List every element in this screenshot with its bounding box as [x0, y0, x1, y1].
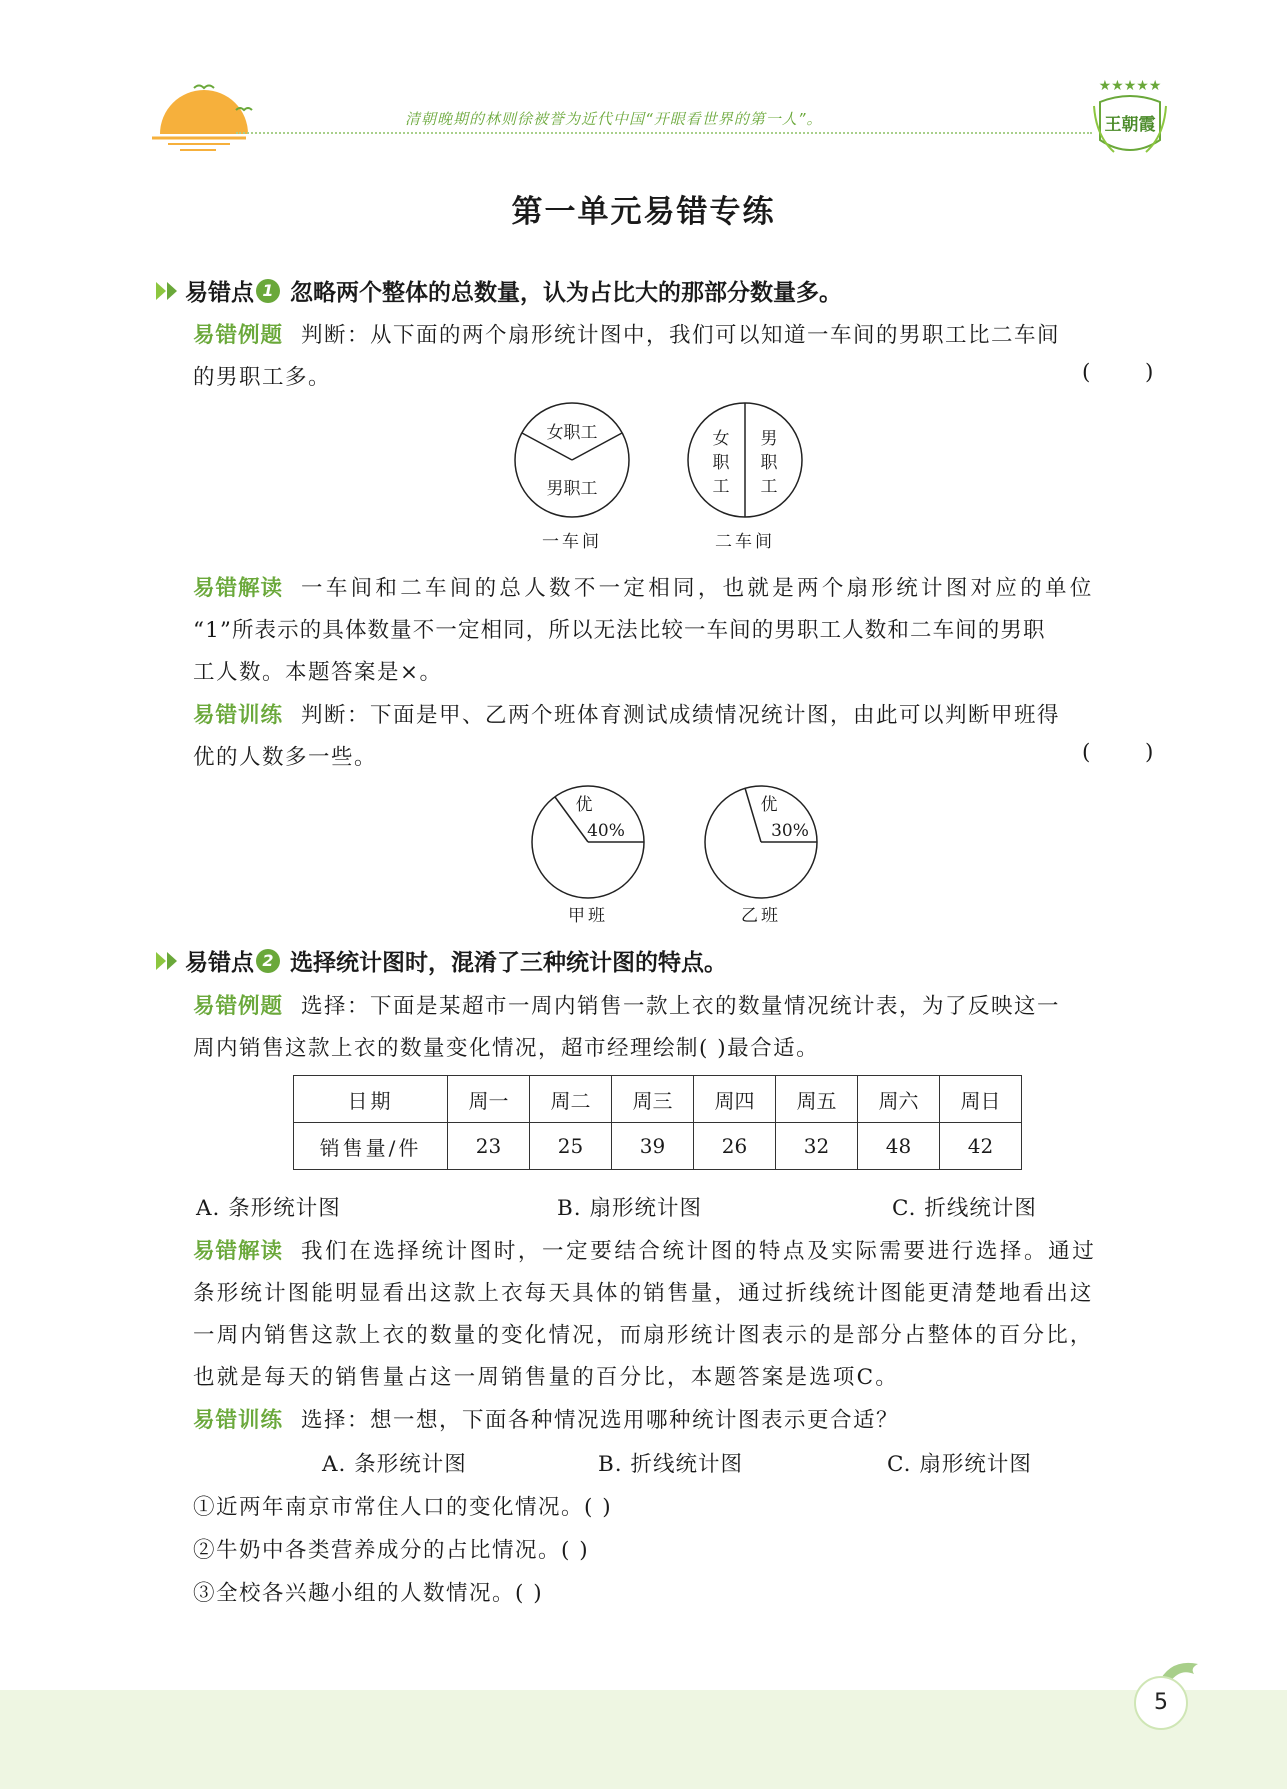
option-a: A. 条形统计图: [322, 1452, 467, 1477]
training-line: 优的人数多一些。: [193, 745, 378, 770]
pie-slice-label: 工: [712, 477, 730, 497]
pie-class-jia: [532, 786, 644, 926]
pie-slice-label: 男职工: [546, 479, 598, 499]
question-item: ③全校各兴趣小组的人数情况。( ): [193, 1581, 544, 1606]
pie-caption: 二车间: [715, 532, 775, 552]
table-row: [294, 1123, 1022, 1170]
pie-slice-label: 优: [760, 795, 778, 815]
training-tag: 易错训练: [193, 703, 284, 728]
pie-workshop-2: [688, 403, 802, 552]
table-cell: 42: [940, 1123, 1022, 1170]
analysis-line: 一周内销售这款上衣的数量的变化情况，而扇形统计图表示的是部分占整体的百分比，: [193, 1323, 1094, 1348]
table-header-cell: 周四: [694, 1076, 776, 1123]
footer-band: [0, 1690, 1287, 1789]
page-number: 5: [1134, 1676, 1188, 1730]
point-label: 易错点: [185, 950, 254, 976]
pie-slice-percent: 40%: [587, 821, 625, 841]
sales-table: [293, 1075, 1022, 1170]
training-line: 易错训练 选择：想一想，下面各种情况选用哪种统计图表示更合适？: [193, 1408, 900, 1433]
example-line: 周内销售这款上衣的数量变化情况，超市经理绘制( )最合适。: [193, 1036, 820, 1061]
example-tag: 易错例题: [193, 994, 284, 1019]
analysis-line: 条形统计图能明显看出这款上衣每天具体的销售量，通过折线统计图能更清楚地看出这: [193, 1281, 1094, 1306]
analysis-line: 工人数。本题答案是×。: [193, 660, 443, 685]
point-label: 易错点: [185, 280, 254, 306]
pie-caption: 一车间: [542, 532, 602, 552]
sunset-icon: [150, 78, 260, 156]
pie-slice-label: 女职工: [546, 423, 598, 443]
table-cell: 39: [612, 1123, 694, 1170]
point-text: 选择统计图时，混淆了三种统计图的特点。: [290, 950, 727, 976]
analysis-line: 易错解读 一车间和二车间的总人数不一定相同，也就是两个扇形统计图对应的单位: [193, 576, 1095, 601]
pie-slice-label: 女: [712, 429, 730, 449]
table-header-cell: 周六: [858, 1076, 940, 1123]
training-line: 易错训练 判断：下面是甲、乙两个班体育测试成绩情况统计图，由此可以判断甲班得: [193, 703, 1061, 728]
point-number-badge: 1: [256, 279, 280, 303]
chevron-icon: [167, 282, 177, 300]
table-header-cell: 周三: [612, 1076, 694, 1123]
pie-slice-label: 优: [575, 795, 593, 815]
table-cell: 26: [694, 1123, 776, 1170]
option-c: C. 扇形统计图: [887, 1452, 1032, 1477]
table-cell: 32: [776, 1123, 858, 1170]
chevron-icon: [156, 282, 166, 300]
header-motto: 清朝晚期的林则徐被誉为近代中国“开眼看世界的第一人”。: [405, 110, 823, 128]
error-point-1-heading: [156, 274, 842, 307]
brand-logo-text: 王朝霞: [1104, 115, 1156, 135]
class-pie-charts: [520, 780, 830, 930]
example-line: 易错例题 判断：从下面的两个扇形统计图中，我们可以知道一车间的男职工比二车间: [193, 323, 1061, 348]
question-item: ②牛奶中各类营养成分的占比情况。( ): [193, 1538, 590, 1563]
analysis-tag: 易错解读: [193, 576, 284, 601]
analysis-line: 易错解读 我们在选择统计图时，一定要结合统计图的特点及实际需要进行选择。通过: [193, 1239, 1097, 1264]
analysis-tag: 易错解读: [193, 1239, 284, 1264]
pie-slice-label: 男: [760, 429, 778, 449]
table-cell: 23: [448, 1123, 530, 1170]
option-a: A. 条形统计图: [196, 1196, 341, 1221]
analysis-line: “1”所表示的具体数量不一定相同，所以无法比较一车间的男职工人数和二车间的男职: [193, 618, 1046, 643]
answer-paren: ( ): [1082, 740, 1154, 765]
table-header-cell: 周一: [448, 1076, 530, 1123]
table-header-cell: 周二: [530, 1076, 612, 1123]
pie-workshop-1: [515, 403, 629, 552]
pie-class-yi: [705, 786, 817, 926]
chevron-icon: [167, 952, 177, 970]
pie-slice-percent: 30%: [771, 821, 809, 841]
brand-logo: [1090, 76, 1170, 166]
table-row: [294, 1076, 1022, 1123]
pie-slice-label: 职: [712, 453, 730, 473]
pie-caption: 乙班: [741, 906, 781, 926]
table-cell: 25: [530, 1123, 612, 1170]
question-item: ①近两年南京市常住人口的变化情况。( ): [193, 1495, 613, 1520]
point-number-badge: 2: [256, 949, 280, 973]
option-b: B. 扇形统计图: [557, 1196, 702, 1221]
svg-text:★★★★★: ★★★★★: [1098, 78, 1162, 94]
table-header-cell: 周五: [776, 1076, 858, 1123]
page-title: 第一单元易错专练: [511, 194, 776, 230]
table-header-cell: 周日: [940, 1076, 1022, 1123]
chevron-icon: [156, 952, 166, 970]
pie-slice-label: 职: [760, 453, 778, 473]
example-line: 的男职工多。: [193, 365, 332, 390]
point-text: 忽略两个整体的总数量，认为占比大的那部分数量多。: [290, 280, 842, 306]
error-point-2-heading: [156, 944, 727, 977]
workshop-pie-charts: [500, 398, 830, 560]
pie-caption: 甲班: [568, 906, 608, 926]
pie-slice-label: 工: [760, 477, 778, 497]
header-divider: [236, 132, 1092, 134]
example-tag: 易错例题: [193, 323, 284, 348]
answer-paren: ( ): [1082, 360, 1154, 385]
training-tag: 易错训练: [193, 1408, 284, 1433]
table-header-cell: 日期: [294, 1076, 448, 1123]
table-row-label: 销售量/件: [294, 1123, 448, 1170]
analysis-line: 也就是每天的销售量占这一周销售量的百分比，本题答案是选项C。: [193, 1365, 899, 1390]
example-line: 易错例题 选择：下面是某超市一周内销售一款上衣的数量情况统计表，为了反映这一: [193, 994, 1061, 1019]
option-b: B. 折线统计图: [598, 1452, 743, 1477]
option-c: C. 折线统计图: [892, 1196, 1037, 1221]
table-cell: 48: [858, 1123, 940, 1170]
